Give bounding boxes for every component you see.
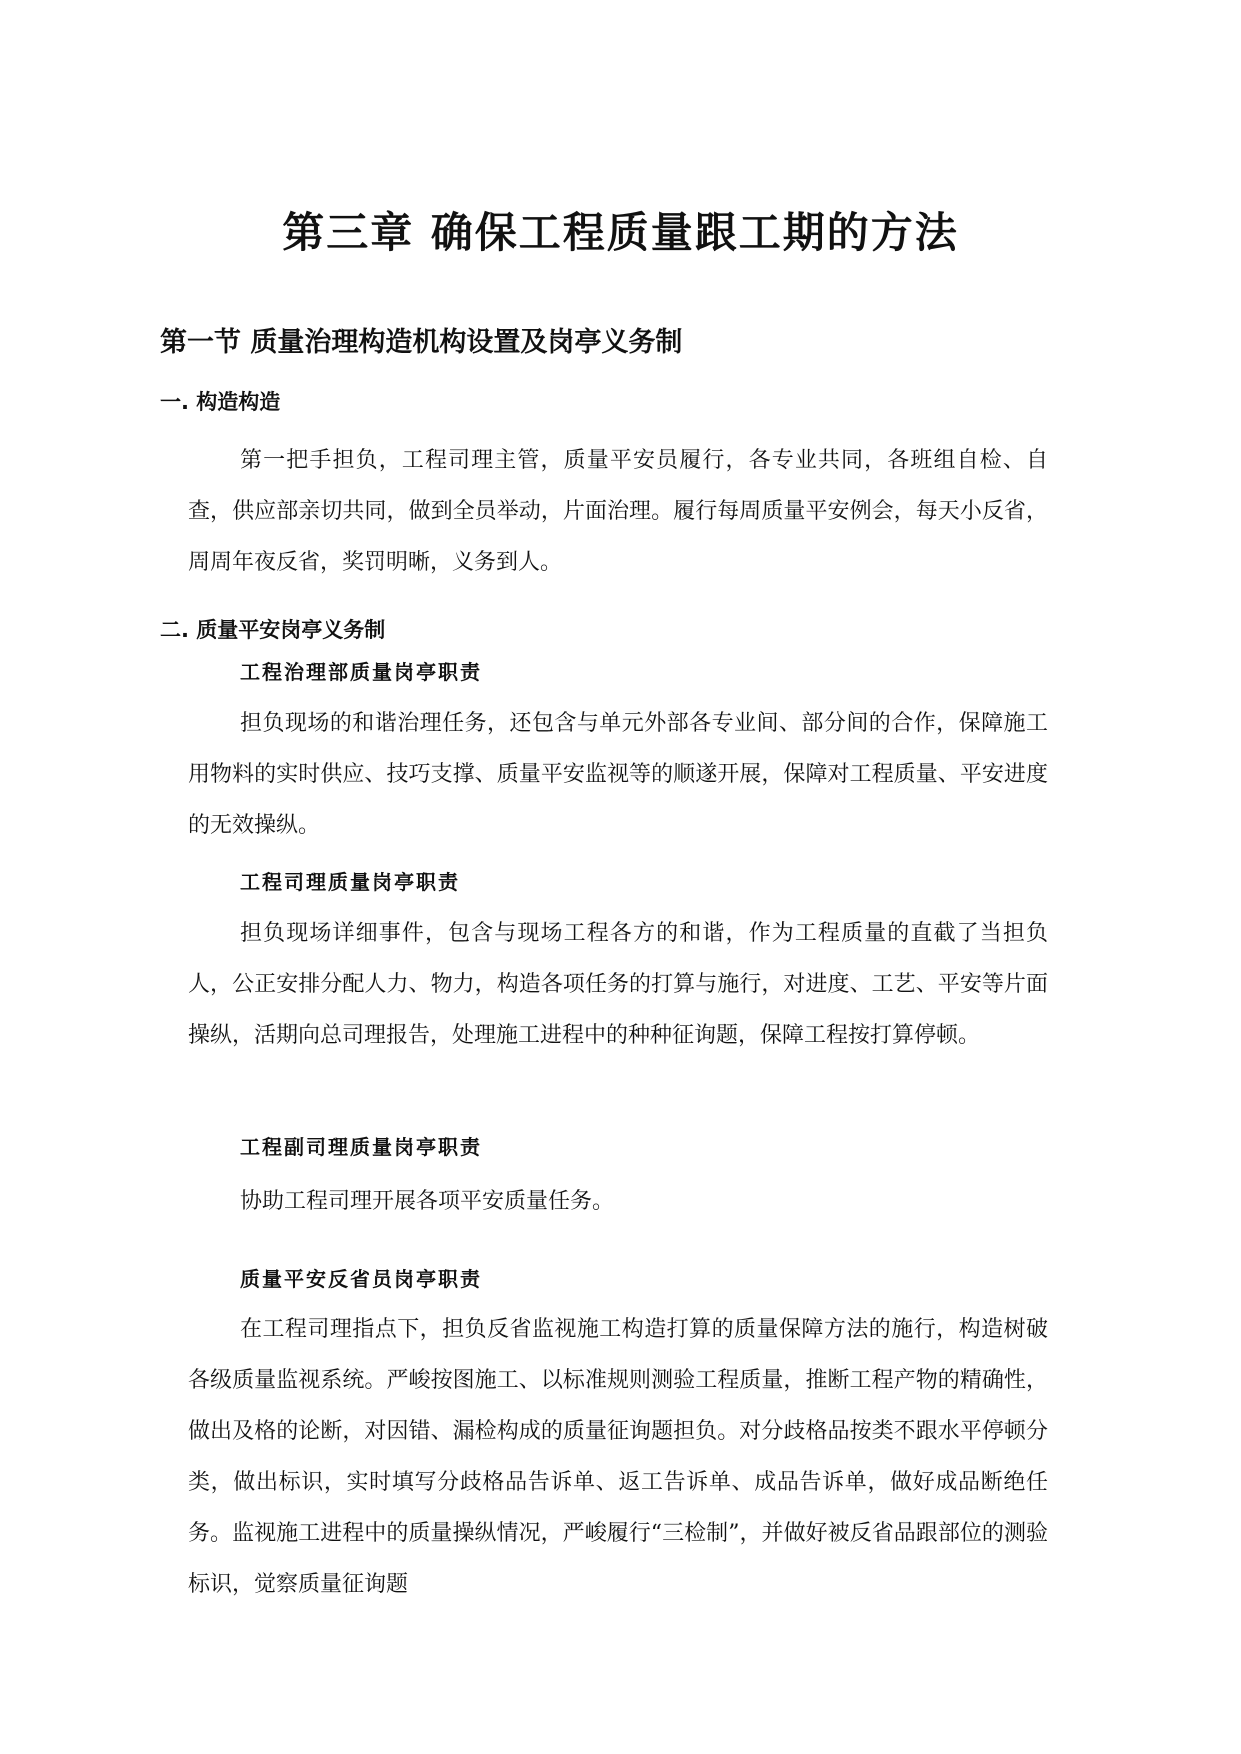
role-paragraph-project-dept: 担负现场的和谐治理任务，还包含与单元外部各专业间、部分间的合作，保障施工用物料的实时供应、技巧支撑、质量平安监视等的顺遂开展，保障对工程质量、平安进度的无效操纵。 xyxy=(188,711,1048,838)
role-heading-project-dept: 工程治理部质量岗亭职责 xyxy=(240,660,482,684)
part1-heading: 一. 构造构造 xyxy=(160,390,281,414)
part2-heading: 二. 质量平安岗亭义务制 xyxy=(160,618,386,642)
section-title: 第一节 质量治理构造机构设置及岗亭义务制 xyxy=(160,327,683,358)
chapter-title: 第三章 确保工程质量跟工期的方法 xyxy=(282,208,959,257)
role-heading-project-manager: 工程司理质量岗亭职责 xyxy=(240,870,460,894)
role-heading-deputy-manager: 工程副司理质量岗亭职责 xyxy=(240,1135,482,1159)
role-heading-quality-inspector: 质量平安反省员岗亭职责 xyxy=(240,1267,482,1291)
role-paragraph-quality-inspector: 在工程司理指点下，担负反省监视施工构造打算的质量保障方法的施行，构造树破各级质量监视系统。严峻按图施工、以标准规则测验工程质量，推断工程产物的精确性，做出及格的论断，对因错、漏检构成的质量征询题担负。对分歧格品按类不跟水平停顿分类，做出标识，实时填写分歧格品告诉单、返工告诉单、成品告诉单，做好成品断绝任务。监视施工进程中的质量操纵情况，严峻履行“三检制”，并做好被反省品跟部位的测验标识，觉察质量征询题 xyxy=(188,1317,1048,1597)
part1-paragraph: 第一把手担负，工程司理主管，质量平安员履行，各专业共同，各班组自检、自查，供应部亲切共同，做到全员举动，片面治理。履行每周质量平安例会，每天小反省，周周年夜反省，奖罚明晰，义务到人。 xyxy=(188,448,1048,575)
role-paragraph-deputy-manager: 协助工程司理开展各项平安质量任务。 xyxy=(240,1189,615,1214)
role-paragraph-project-manager: 担负现场详细事件，包含与现场工程各方的和谐，作为工程质量的直截了当担负人，公正安排分配人力、物力，构造各项任务的打算与施行，对进度、工艺、平安等片面操纵，活期向总司理报告，处理施工进程中的种种征询题，保障工程按打算停顿。 xyxy=(188,921,1048,1048)
